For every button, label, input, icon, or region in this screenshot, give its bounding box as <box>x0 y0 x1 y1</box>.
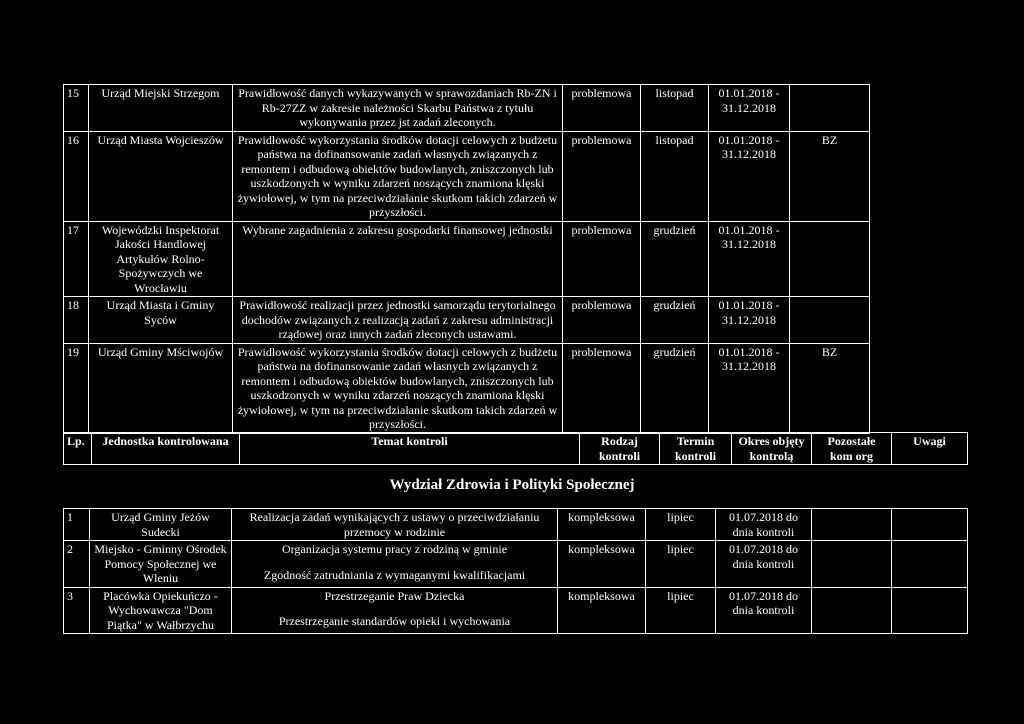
topic-cell <box>232 587 558 634</box>
notes-cell <box>892 509 968 541</box>
lp-cell: 19 <box>64 343 89 433</box>
unit-cell: Urząd Miasta i Gminy Syców <box>89 297 233 344</box>
topic-line: Organizacja systemu pracy z rodziną w gminie <box>281 542 508 556</box>
table-row <box>64 85 870 132</box>
table-row <box>64 131 870 221</box>
table-row <box>64 343 870 433</box>
type-cell: kompleksowa <box>558 509 646 541</box>
term-cell: grudzień <box>641 221 709 297</box>
col-header-unit: Jednostka kontrolowana <box>92 433 240 465</box>
lp-cell: 15 <box>64 85 89 132</box>
col-header-scope: Okres objęty kontrolą <box>732 433 812 465</box>
scope-cell: 01.07.2018 do dnia kontroli <box>716 509 812 541</box>
other-cell <box>812 509 892 541</box>
other-cell: BZ <box>790 343 870 433</box>
scope-cell: 01.01.2018 - 31.12.2018 <box>709 131 790 221</box>
table-row <box>64 509 968 541</box>
col-header-notes: Uwagi <box>892 433 968 465</box>
lp-cell: 18 <box>64 297 89 344</box>
topic-cell <box>232 509 558 541</box>
table-row <box>64 541 968 588</box>
notes-cell <box>892 587 968 634</box>
other-cell: BZ <box>790 131 870 221</box>
table-row <box>64 587 968 634</box>
scope-cell: 01.01.2018 - 31.12.2018 <box>709 85 790 132</box>
unit-cell: Urząd Miejski Strzegom <box>89 85 233 132</box>
topic-line: Przestrzeganie standardów opieki i wychowania <box>278 614 511 628</box>
topic-cell: Prawidłowość realizacji przez jednostki samorządu terytorialnego dochodów związanych z realizacją zadań z zakresu administracji rządowej oraz innych zadań zleconych ustawami. <box>233 297 563 344</box>
type-cell: problemowa <box>563 131 641 221</box>
lp-cell: 3 <box>64 587 90 634</box>
scope-cell: 01.01.2018 - 31.12.2018 <box>709 297 790 344</box>
topic-cell: Prawidłowość wykorzystania środków dotacji celowych z budżetu państwa na dofinansowanie zadań własnych związanych z remontem i odbudową obiektów budowlanych, zniszczonych lub uszkodzonych w wyniku zdarzeń noszących znamiona klęski żywiołowej, w tym na przeciwdziałanie skutkom takich zdarzeń w przyszłości. <box>233 343 563 433</box>
unit-cell: Placówka Opiekuńczo - Wychowawcza "Dom Piątka" w Wałbrzychu <box>90 587 232 634</box>
lp-cell: 1 <box>64 509 90 541</box>
other-cell <box>812 541 892 588</box>
unit-cell: Urząd Gminy Jeżów Sudecki <box>90 509 232 541</box>
topic-cell: Prawidłowość wykorzystania środków dotacji celowych z budżetu państwa na dofinansowanie zadań własnych związanych z remontem i odbudową obiektów budowlanych, zniszczonych lub uszkodzonych w wyniku zdarzeń noszących znamiona klęski żywiołowej, w tym na przeciwdziałanie skutkom takich zdarzeń w przyszłości. <box>233 131 563 221</box>
unit-cell: Miejsko - Gminny Ośrodek Pomocy Społecznej we Wleniu <box>90 541 232 588</box>
other-cell <box>812 587 892 634</box>
header-row <box>64 433 968 465</box>
table-1-body <box>64 85 870 434</box>
lp-cell: 16 <box>64 131 89 221</box>
unit-cell: Urząd Miasta Wojcieszów <box>89 131 233 221</box>
section-heading: Wydział Zdrowia i Polityki Społecznej <box>389 477 635 493</box>
control-table-2 <box>63 508 968 634</box>
col-header-topic: Temat kontroli <box>240 433 580 465</box>
type-cell: kompleksowa <box>558 541 646 588</box>
topic-cell: Wybrane zagadnienia z zakresu gospodarki finansowej jednostki <box>233 221 563 297</box>
scope-cell: 01.07.2018 do dnia kontroli <box>716 587 812 634</box>
other-cell <box>790 221 870 297</box>
notes-cell <box>892 541 968 588</box>
col-header-type: Rodzaj kontroli <box>580 433 660 465</box>
term-cell: lipiec <box>646 509 716 541</box>
table-row <box>64 221 870 297</box>
unit-cell: Wojewódzki Inspektorat Jakości Handlowej Artykułów Rolno-Spożywczych we Wrocławiu <box>89 221 233 297</box>
lp-cell: 2 <box>64 541 90 588</box>
other-cell <box>790 85 870 132</box>
term-cell: listopad <box>641 85 709 132</box>
term-cell: listopad <box>641 131 709 221</box>
topic-cell: Prawidłowość danych wykazywanych w sprawozdaniach Rb-ZN i Rb-27ZZ w zakresie należności Skarbu Państwa z tytułu wykonywania przez jst zadań zleconych. <box>233 85 563 132</box>
topic-cell <box>232 541 558 588</box>
table-row <box>64 297 870 344</box>
type-cell: problemowa <box>563 221 641 297</box>
column-header-table <box>63 432 968 465</box>
term-cell: grudzień <box>641 343 709 433</box>
topic-line: Zgodność zatrudniania z wymaganymi kwalifikacjami <box>263 567 526 582</box>
col-header-term: Termin kontroli <box>660 433 732 465</box>
lp-cell: 17 <box>64 221 89 297</box>
control-table-1 <box>63 84 870 434</box>
col-header-other: Pozostałe kom org <box>812 433 892 465</box>
other-cell <box>790 297 870 344</box>
term-cell: lipiec <box>646 587 716 634</box>
type-cell: problemowa <box>563 343 641 433</box>
type-cell: kompleksowa <box>558 587 646 634</box>
scope-cell: 01.01.2018 - 31.12.2018 <box>709 221 790 297</box>
type-cell: problemowa <box>563 297 641 344</box>
type-cell: problemowa <box>563 85 641 132</box>
topic-line: Realizacja zadań wynikających z ustawy o przeciwdziałaniu przemocy w rodzinie <box>249 510 540 539</box>
term-cell: grudzień <box>641 297 709 344</box>
term-cell: lipiec <box>646 541 716 588</box>
topic-line: Przestrzeganie Praw Dziecka <box>324 588 465 603</box>
col-header-lp: Lp. <box>64 433 92 465</box>
scope-cell: 01.07.2018 do dnia kontroli <box>716 541 812 588</box>
unit-cell: Urząd Gminy Mściwojów <box>89 343 233 433</box>
scope-cell: 01.01.2018 - 31.12.2018 <box>709 343 790 433</box>
